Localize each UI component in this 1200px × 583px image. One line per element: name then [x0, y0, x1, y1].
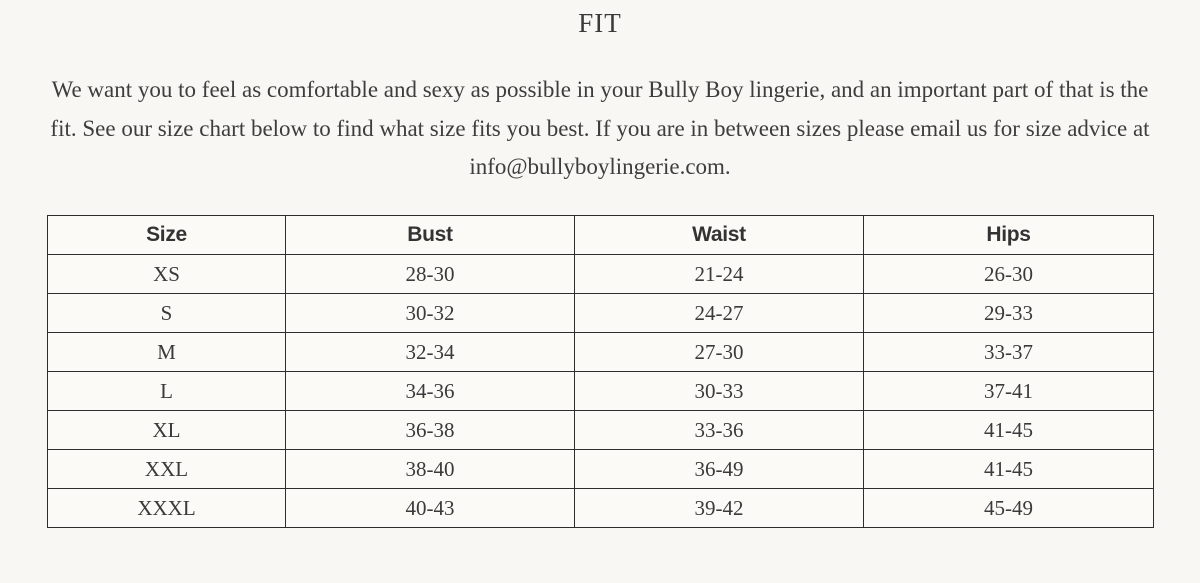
hips-cell: 45-49 [864, 489, 1154, 528]
table-row [48, 450, 1154, 489]
waist-cell: 30-33 [575, 372, 864, 411]
size-cell: M [48, 333, 286, 372]
column-header-size: Size [48, 216, 286, 255]
hips-cell: 41-45 [864, 450, 1154, 489]
hips-cell: 41-45 [864, 411, 1154, 450]
bust-cell: 30-32 [286, 294, 575, 333]
table-row [48, 255, 1154, 294]
waist-cell: 24-27 [575, 294, 864, 333]
size-cell: XL [48, 411, 286, 450]
intro-paragraph: We want you to feel as comfortable and sexy as possible in your Bully Boy lingerie, and an important part of that is the fit. See our size chart below to find what size fits you best. If you are in between sizes please email us for size advice at info@bullyboylingerie.com. [50, 77, 1150, 179]
hips-cell: 37-41 [864, 372, 1154, 411]
waist-cell: 36-49 [575, 450, 864, 489]
table-row [48, 294, 1154, 333]
size-cell: XXL [48, 450, 286, 489]
waist-cell: 39-42 [575, 489, 864, 528]
bust-cell: 38-40 [286, 450, 575, 489]
column-header-bust: Bust [286, 216, 575, 255]
waist-cell: 33-36 [575, 411, 864, 450]
size-cell: S [48, 294, 286, 333]
size-cell: L [48, 372, 286, 411]
waist-cell: 21-24 [575, 255, 864, 294]
size-chart-table [47, 215, 1154, 528]
size-cell: XXXL [48, 489, 286, 528]
bust-cell: 32-34 [286, 333, 575, 372]
bust-cell: 40-43 [286, 489, 575, 528]
size-cell: XS [48, 255, 286, 294]
table-header-row [48, 216, 1154, 255]
table-row [48, 489, 1154, 528]
table-row [48, 411, 1154, 450]
waist-cell: 27-30 [575, 333, 864, 372]
bust-cell: 34-36 [286, 372, 575, 411]
column-header-hips: Hips [864, 216, 1154, 255]
hips-cell: 26-30 [864, 255, 1154, 294]
table-row [48, 372, 1154, 411]
hips-cell: 33-37 [864, 333, 1154, 372]
page-title: FIT [578, 8, 622, 38]
bust-cell: 36-38 [286, 411, 575, 450]
table-row [48, 333, 1154, 372]
hips-cell: 29-33 [864, 294, 1154, 333]
bust-cell: 28-30 [286, 255, 575, 294]
column-header-waist: Waist [575, 216, 864, 255]
